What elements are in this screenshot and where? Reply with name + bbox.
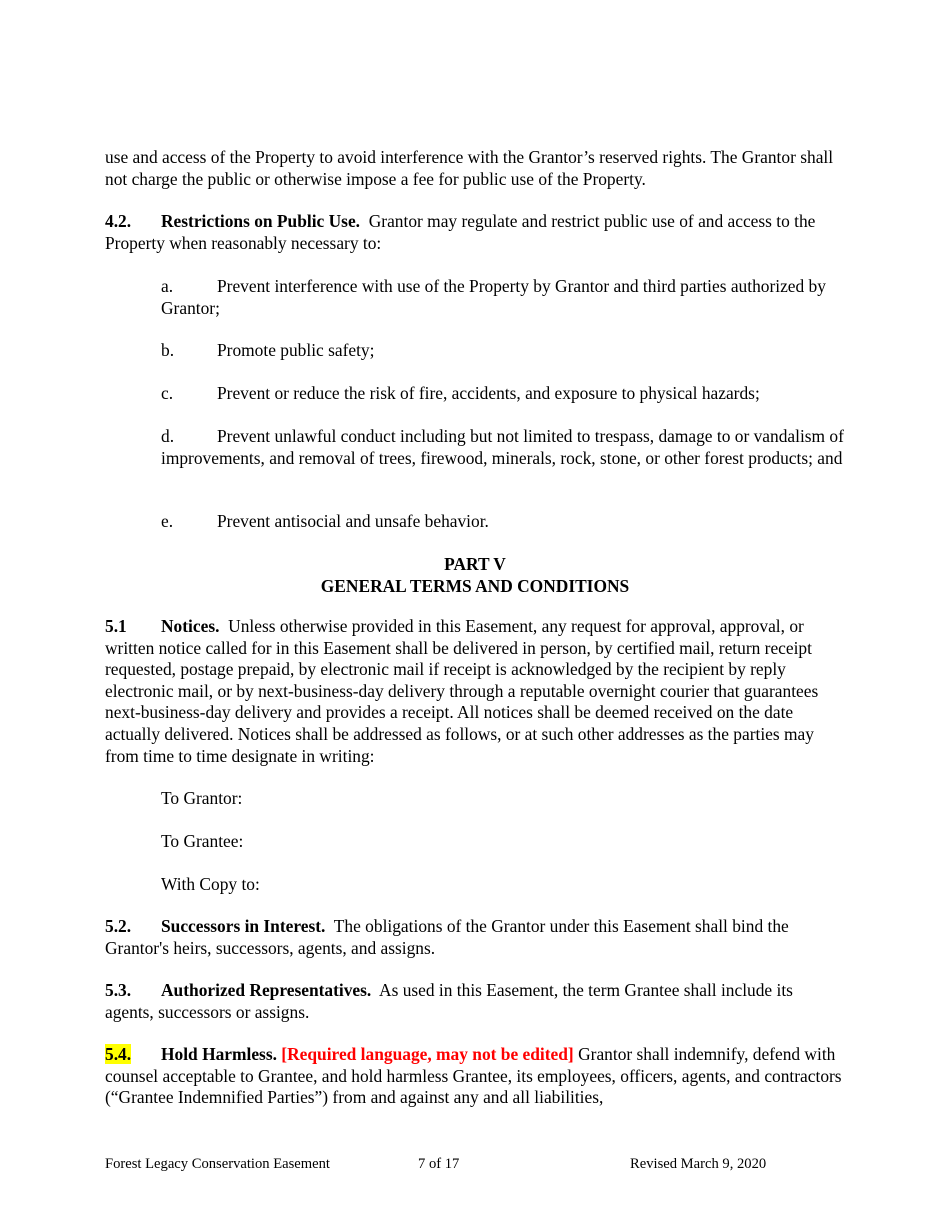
list-letter: a. [161,276,174,296]
footer-page-number: 7 of 17 [418,1156,460,1172]
section-5-2 [105,916,845,959]
section-text: The obligations of the Grantor under this Easement shall bind the Grantor's heirs, successors, agents, and assigns. [105,916,789,958]
footer-revised-date: Revised March 9, 2020 [630,1156,767,1172]
list-letter: d. [161,426,175,446]
section-4-2 [105,211,845,254]
list-text: Prevent antisocial and unsafe behavior. [217,511,489,531]
section-text: Grantor shall indemnify, defend with counsel acceptable to Grantee, and hold harmless Grantee, its employees, officers, agents, and contractors (“Grantee Indemnified Parties”) from and against any and all liabilities, [105,1044,842,1108]
section-number: 5.2. [105,916,132,936]
list-text: Prevent unlawful conduct including but not limited to trespass, damage to or vandalism of improvements, and removal of trees, firewood, minerals, rock, stone, or other forest products; and [161,426,844,468]
part-heading [105,554,845,597]
section-text: Grantor may regulate and restrict public use of and access to the Property when reasonably necessary to: [105,211,816,253]
section-number: 4.2. [105,211,132,231]
list-letter: b. [161,340,175,360]
section-5-4 [105,1044,845,1109]
list-item-b [161,340,851,362]
section-number: 5.3. [105,980,132,1000]
section-text: As used in this Easement, the term Grantee shall include its agents, successors or assigns. [105,980,793,1022]
list-text: Promote public safety; [217,340,375,360]
section-heading: Restrictions on Public Use. [161,211,361,231]
list-item-e [161,511,851,533]
address-grantor: To Grantor: [161,788,243,808]
list-letter: e. [161,511,174,531]
list-item-d [161,426,851,469]
section-5-3 [105,980,845,1023]
section-heading: Successors in Interest. [161,916,326,936]
section-heading: Hold Harmless. [161,1044,277,1064]
list-item-a [161,276,851,319]
list-letter: c. [161,383,174,403]
section-text: Unless otherwise provided in this Easement, any request for approval, approval, or written notice called for in this Easement shall be delivered in person, by certified mail, return receipt requested, postage prepaid, by electronic mail if receipt is acknowledged by the recipient by reply electronic mail, or by next-business-day delivery through a reputable overnight courier that guarantees next-business-day delivery and provides a receipt. All notices shall be deemed received on the date actually delivered. Notices shall be addressed as follows, or at such other addresses as the parties may from time to time designate in writing: [105,616,819,766]
section-heading: Notices. [161,616,220,636]
footer-title: Forest Legacy Conservation Easement [105,1156,330,1172]
list-text: Prevent or reduce the risk of fire, accidents, and exposure to physical hazards; [217,383,760,403]
section-heading: Authorized Representatives. [161,980,372,1000]
part-title: PART V [444,554,506,574]
list-item-c [161,383,851,405]
intro-paragraph: use and access of the Property to avoid interference with the Grantor’s reserved rights. The Grantor shall not charge the public or otherwise impose a fee for public use of the Property. [105,147,834,189]
required-language-note: [Required language, may not be edited] [281,1044,574,1064]
section-5-1 [105,616,845,767]
highlighted-section-number: 5.4. [105,1044,132,1064]
section-number: 5.1 [105,616,127,636]
part-subtitle: GENERAL TERMS AND CONDITIONS [320,575,630,596]
address-grantee: To Grantee: [161,831,244,851]
list-text: Prevent interference with use of the Property by Grantor and third parties authorized by Grantor; [161,276,826,318]
address-copy: With Copy to: [161,874,260,894]
